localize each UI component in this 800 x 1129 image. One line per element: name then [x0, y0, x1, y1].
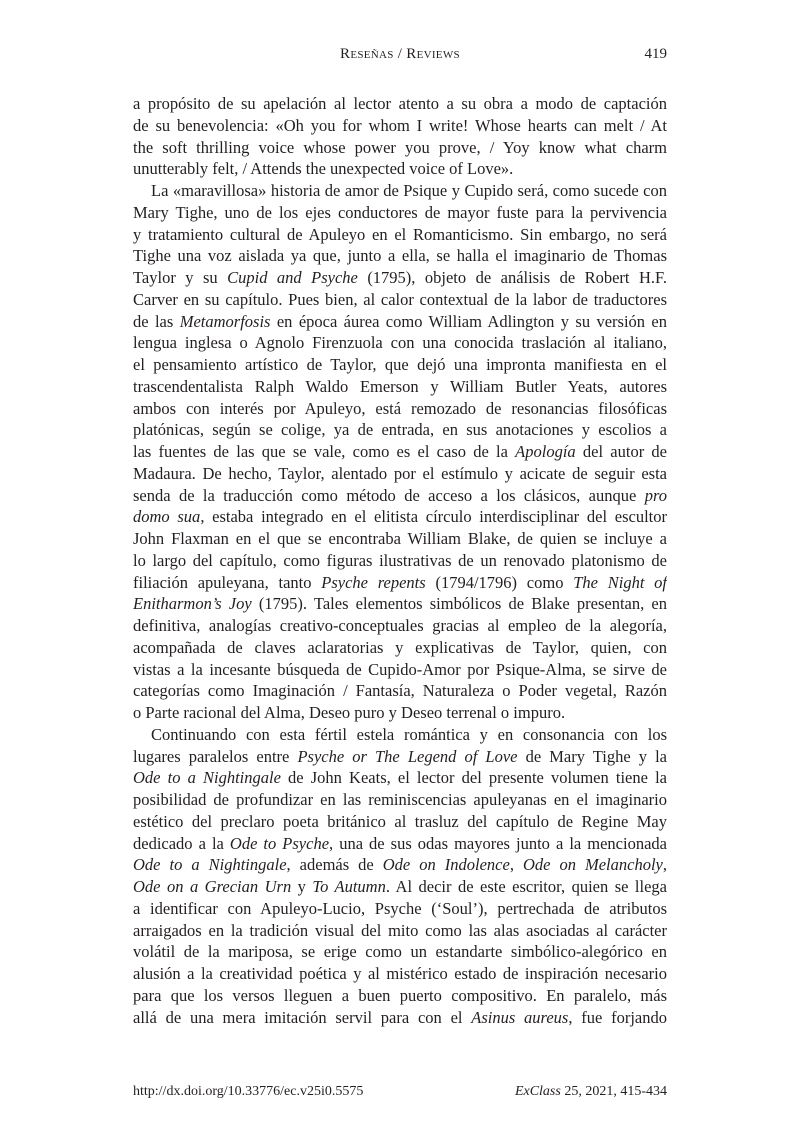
- italic-title: domo sua: [133, 507, 201, 527]
- review-body-text: [133, 93, 667, 1028]
- text-segment: , estaba integrado en el elitista círculo interdisciplinar del escultor: [200, 507, 667, 527]
- text-line: [133, 137, 667, 159]
- text-segment: de las: [133, 311, 180, 331]
- running-header: [133, 44, 667, 68]
- italic-title: Metamorfosis: [179, 311, 271, 331]
- text-line: [133, 332, 667, 354]
- text-segment: , una de sus odas mayores junto a la mencionada: [329, 833, 667, 853]
- italic-title: Ode on Indolence: [382, 855, 510, 875]
- text-line: [133, 311, 667, 333]
- text-line: [133, 485, 667, 507]
- text-segment: Tighe una voz aislada ya que, junto a ella, se halla el imaginario de Thomas: [133, 246, 667, 266]
- text-segment: lugares paralelos entre: [133, 746, 298, 766]
- text-segment: y: [291, 877, 313, 896]
- text-line: [133, 702, 667, 724]
- text-line: [133, 985, 667, 1007]
- text-segment: vistas a la incesante búsqueda de Cupido-Amor por Psique-Alma, se sirve de: [133, 659, 667, 679]
- text-line: [133, 550, 667, 572]
- text-line: [133, 441, 667, 463]
- text-segment: senda de la traducción como método de acceso a los clásicos, aunque: [133, 485, 645, 505]
- text-segment: arraigados en la tradición visual del mito como las alas asociadas al carácter: [133, 920, 667, 940]
- italic-title: Cupid and Psyche: [227, 268, 358, 287]
- text-segment: el pensamiento artístico de Taylor, que dejó una impronta manifiesta en el: [133, 355, 667, 374]
- text-segment: ,: [662, 855, 667, 875]
- text-line: [133, 224, 667, 246]
- text-segment: , además de: [286, 855, 383, 875]
- text-segment: John Flaxman en el que se encontraba William Blake, de quien se incluye a: [133, 529, 667, 548]
- text-segment: La «maravillosa» historia de amor de Psique y Cupido será, como sucede con: [151, 181, 667, 200]
- text-line: [133, 789, 667, 811]
- text-segment: dedicado a la: [133, 833, 230, 853]
- italic-title: Ode to Psyche: [229, 833, 330, 853]
- text-line: [133, 963, 667, 985]
- text-line: [133, 876, 667, 898]
- text-segment: y tratamiento cultural de Apuleyo en el Romanticismo. Sin embargo, no será: [133, 224, 667, 244]
- text-segment: a propósito de su apelación al lector atento a su obra a modo de captación: [133, 94, 667, 113]
- italic-title: The Night of: [573, 572, 667, 592]
- text-segment: ,: [509, 855, 523, 875]
- text-segment: en época áurea como William Adlington y su versión en: [270, 311, 667, 331]
- text-line: [133, 680, 667, 702]
- text-segment: lengua inglesa o Agnolo Firenzuola con una conocida traslación al italiano,: [133, 333, 667, 353]
- text-segment: . Al decir de este escritor, quien se llega: [385, 877, 667, 896]
- text-line: [133, 767, 667, 789]
- text-line: [133, 724, 667, 746]
- text-segment: lo largo del capítulo, como figuras ilustrativas de un renovado platonismo de: [133, 550, 667, 570]
- text-line: [133, 354, 667, 376]
- text-line: [133, 289, 667, 311]
- text-line: [133, 180, 667, 202]
- text-line: [133, 572, 667, 594]
- text-segment: (1795), objeto de análisis de Robert H.F.: [357, 268, 667, 287]
- italic-title: Ode on a Grecian Urn: [133, 877, 292, 896]
- journal-details: 25, 2021, 415-434: [560, 1084, 667, 1099]
- text-segment: volátil de la mariposa, se erige como un estandarte simbólico-alegórico en: [133, 942, 667, 962]
- text-line: [133, 463, 667, 485]
- text-line: [133, 746, 667, 768]
- text-segment: platónicas, según se colige, ya de entrada, en sus anotaciones y escolios a: [133, 420, 667, 440]
- text-segment: para que los versos lleguen a buen puerto compositivo. En paralelo, más: [133, 985, 667, 1005]
- text-segment: the soft thrilling voice whose power you prove, / Yoy know what charm: [133, 137, 667, 157]
- text-segment: allá de una mera imitación servil para con el: [133, 1007, 472, 1027]
- text-segment: Taylor y su: [133, 268, 228, 287]
- text-line: [133, 615, 667, 637]
- italic-title: Ode on Melancholy: [522, 855, 663, 875]
- text-line: [133, 833, 667, 855]
- italic-title: To Autumn: [312, 877, 386, 896]
- text-segment: Carver en su capítulo. Pues bien, al calor contextual de la labor de traductores: [133, 289, 667, 309]
- text-segment: de su benevolencia: «Oh you for whom I write! Whose hearts can melt / At: [133, 115, 667, 135]
- text-segment: (1795). Tales elementos simbólicos de Blake presentan, en: [251, 594, 667, 614]
- text-line: [133, 898, 667, 920]
- text-segment: posibilidad de profundizar en las reminiscencias apuleyanas en el imaginario: [133, 790, 667, 809]
- text-segment: o Parte racional del Alma, Deseo puro y Deseo terrenal o impuro.: [133, 703, 566, 722]
- text-segment: unutterably felt, / Attends the unexpected voice of Love».: [133, 159, 514, 179]
- text-segment: Mary Tighe, uno de los ejes conductores de mayor fuste para la pervivencia: [133, 202, 667, 222]
- italic-title: Ode to a Nightingale: [133, 768, 281, 788]
- text-line: [133, 659, 667, 681]
- text-segment: estético del preclaro poeta británico al trasluz del capítulo de Regine May: [133, 811, 667, 831]
- page-number: 419: [644, 46, 667, 62]
- text-line: [133, 419, 667, 441]
- running-title: Reseñas / Reviews: [340, 46, 460, 62]
- text-segment: filiación apuleyana, tanto: [133, 572, 322, 592]
- text-line: [133, 941, 667, 963]
- text-line: [133, 398, 667, 420]
- text-line: [133, 506, 667, 528]
- journal-name: ExClass: [514, 1084, 561, 1099]
- text-segment: categorías como Imaginación / Fantasía, Naturaleza o Poder vegetal, Razón: [133, 681, 667, 701]
- italic-title: Psyche or The Legend of Love: [297, 746, 518, 766]
- text-line: [133, 920, 667, 942]
- text-segment: del autor de: [575, 442, 667, 461]
- text-line: [133, 811, 667, 833]
- text-segment: trascendentalista Ralph Waldo Emerson y William Butler Yeats, autores: [133, 376, 667, 396]
- doi-link[interactable]: http://dx.doi.org/10.33776/ec.v25i0.5575: [133, 1084, 364, 1099]
- text-segment: , fue forjando: [568, 1007, 667, 1027]
- text-segment: las fuentes de las que se vale, como es el caso de la: [133, 442, 516, 461]
- text-line: [133, 637, 667, 659]
- text-segment: de Mary Tighe y la: [517, 746, 667, 766]
- text-segment: a identificar con Apuleyo-Lucio, Psyche (‘Soul’), pertrechada de atributos: [133, 898, 667, 918]
- text-line: [133, 245, 667, 267]
- text-segment: Madaura. De hecho, Taylor, alentado por el estímulo y acicate de seguir esta: [133, 463, 667, 483]
- text-segment: definitiva, analogías creativo-conceptuales gracias al empleo de la alegoría,: [133, 616, 667, 635]
- text-segment: acompañada de claves aclaratorias y explicativas de Taylor, quien, con: [133, 637, 667, 657]
- text-line: [133, 93, 667, 115]
- text-line: [133, 202, 667, 224]
- italic-title: Asinus aureus: [471, 1007, 569, 1027]
- text-line: [133, 1007, 667, 1029]
- text-line: [133, 528, 667, 550]
- text-line: [133, 593, 667, 615]
- italic-title: Psyche repents: [321, 572, 426, 592]
- italic-title: Ode to a Nightingale: [133, 855, 287, 875]
- text-segment: Continuando con esta fértil estela romántica y en consonancia con los: [151, 724, 667, 744]
- text-line: [133, 115, 667, 137]
- text-segment: (1794/1796) como: [425, 572, 574, 592]
- text-line: [133, 267, 667, 289]
- italic-title: pro: [644, 485, 667, 505]
- text-line: [133, 854, 667, 876]
- italic-title: Enitharmon’s Joy: [133, 594, 252, 614]
- journal-citation: [515, 1084, 667, 1100]
- text-line: [133, 376, 667, 398]
- text-segment: alusión a la creatividad poética y al mistérico estado de inspiración necesario: [133, 964, 667, 983]
- text-line: [133, 158, 667, 180]
- text-segment: ambos con interés por Apuleyo, está remozado de resonancias filosóficas: [133, 398, 667, 418]
- text-segment: de John Keats, el lector del presente volumen tiene la: [280, 768, 667, 788]
- italic-title: Apología: [515, 442, 576, 461]
